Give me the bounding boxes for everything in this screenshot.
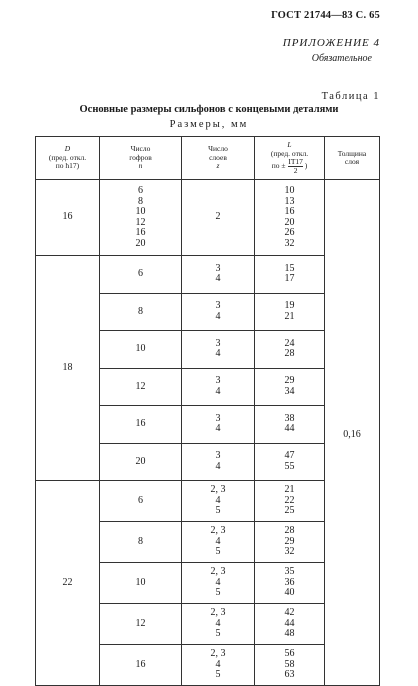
layers-value: 5 — [215, 587, 221, 599]
layers-value: 4 — [215, 658, 221, 670]
layers-cell — [182, 481, 255, 522]
col-length-tol-prefix: по ± — [271, 161, 286, 171]
layers-cell — [182, 368, 255, 406]
corrugations-cell — [100, 180, 182, 256]
col-header-length — [255, 137, 325, 180]
diameter-cell — [36, 256, 100, 481]
layers-value: 3 — [215, 375, 221, 387]
col-diameter-symbol: D — [64, 144, 71, 154]
length-value: 26 — [284, 227, 295, 238]
length-value: 48 — [284, 628, 295, 640]
length-cell — [255, 563, 325, 604]
corrugations-cell — [100, 522, 182, 563]
length-cell — [255, 406, 325, 444]
page-header: ГОСТ 21744—83 С. 65 — [271, 10, 380, 21]
layers-value: 2 — [215, 211, 221, 223]
length-value: 19 — [284, 300, 295, 312]
length-value: 35 — [284, 566, 295, 578]
length-value: 34 — [284, 385, 295, 397]
length-value: 36 — [284, 576, 295, 588]
length-value: 58 — [284, 658, 295, 670]
layers-value: 5 — [215, 546, 221, 558]
corrugations-value: 20 — [135, 237, 146, 249]
length-value: 16 — [284, 206, 295, 217]
corrugations-value: 10 — [135, 206, 146, 217]
length-cell — [255, 522, 325, 563]
layers-cell — [182, 522, 255, 563]
table-header-row — [36, 137, 380, 180]
layers-cell — [182, 443, 255, 481]
length-value: 17 — [284, 273, 295, 285]
layers-value: 3 — [215, 337, 221, 349]
corrugations-value: 16 — [135, 658, 146, 670]
length-cell — [255, 481, 325, 522]
length-value: 24 — [284, 337, 295, 349]
corrugations-value: 10 — [135, 576, 146, 588]
length-cell — [255, 256, 325, 294]
corrugations-value: 10 — [135, 343, 146, 354]
length-value: 44 — [284, 617, 295, 629]
appendix-title: ПРИЛОЖЕНИЕ 4 — [282, 37, 380, 49]
length-value: 10 — [284, 185, 295, 196]
tolerance-numerator: IT17 — [288, 157, 303, 166]
corrugations-value: 6 — [138, 268, 143, 279]
col-layers-symbol: z — [216, 161, 220, 171]
corrugations-cell — [100, 331, 182, 369]
col-layers-l1: Число — [208, 144, 228, 154]
layers-cell — [182, 256, 255, 294]
corrugations-value: 6 — [138, 494, 143, 506]
col-corrugations-symbol: n — [138, 161, 143, 171]
corrugations-value: 6 — [138, 185, 143, 196]
corrugations-cell — [100, 406, 182, 444]
layers-value: 2, 3 — [210, 566, 226, 578]
layers-value: 4 — [215, 385, 221, 397]
layers-value: 2, 3 — [210, 525, 226, 537]
length-value: 29 — [284, 535, 295, 547]
col-thickness-l2: слоя — [344, 157, 360, 166]
length-value: 25 — [284, 505, 295, 517]
corrugations-cell — [100, 645, 182, 686]
thickness-cell — [325, 180, 380, 686]
tolerance-fraction — [288, 158, 303, 175]
layers-value: 4 — [215, 576, 221, 588]
col-header-diameter — [36, 137, 100, 180]
thickness-value: 0,16 — [343, 428, 361, 440]
corrugations-cell — [100, 368, 182, 406]
diameter-value: 18 — [62, 361, 73, 373]
dimensions-table — [35, 136, 380, 686]
diameter-value: 16 — [62, 211, 73, 223]
table-title: Основные размеры сильфонов с концевыми деталями — [79, 104, 339, 115]
layers-value: 4 — [215, 310, 221, 322]
col-length-tol-2 — [255, 158, 324, 175]
layers-value: 2, 3 — [210, 607, 226, 619]
layers-value: 5 — [215, 669, 221, 681]
table-units: Размеры, мм — [169, 119, 249, 130]
length-value: 42 — [284, 607, 295, 619]
length-cell — [255, 368, 325, 406]
length-value: 13 — [284, 195, 295, 207]
col-header-layers — [182, 137, 255, 180]
col-corrugations-l2: гофров — [129, 152, 152, 162]
col-layers-l2: слоев — [209, 152, 227, 162]
col-thickness-l1: Толщина — [337, 148, 367, 158]
col-header-thickness — [325, 137, 380, 180]
table-label: Таблица 1 — [321, 91, 380, 102]
layers-cell — [182, 563, 255, 604]
length-value: 38 — [284, 412, 295, 424]
corrugations-value: 16 — [135, 418, 146, 429]
tolerance-denominator: 2 — [293, 166, 298, 175]
col-diameter-tol-2: по h17) — [55, 161, 80, 171]
layers-cell — [182, 406, 255, 444]
col-length-tol-1: (пред. откл. — [270, 148, 309, 158]
length-value: 32 — [284, 237, 295, 249]
length-cell — [255, 331, 325, 369]
layers-value: 2, 3 — [210, 648, 226, 660]
corrugations-cell — [100, 443, 182, 481]
corrugations-cell — [100, 256, 182, 294]
length-value: 32 — [284, 546, 295, 558]
col-diameter-tol-1: (пред. откл. — [48, 152, 87, 162]
layers-cell — [182, 293, 255, 331]
corrugations-value: 12 — [135, 216, 146, 228]
table-row — [36, 180, 380, 256]
appendix-status: Обязательное — [311, 53, 372, 64]
length-value: 28 — [284, 348, 295, 360]
layers-cell — [182, 180, 255, 256]
layers-value: 4 — [215, 617, 221, 629]
layers-cell — [182, 645, 255, 686]
layers-value: 3 — [215, 300, 221, 312]
length-value: 63 — [284, 669, 295, 681]
layers-value: 4 — [215, 494, 221, 506]
diameter-cell — [36, 180, 100, 256]
length-value: 22 — [284, 494, 295, 506]
corrugations-value: 16 — [135, 227, 146, 238]
layers-value: 4 — [215, 273, 221, 285]
corrugations-value: 12 — [135, 380, 146, 392]
corrugations-value: 12 — [135, 617, 146, 629]
length-value: 56 — [284, 648, 295, 660]
corrugations-cell — [100, 293, 182, 331]
corrugations-value: 8 — [138, 305, 143, 317]
layers-value: 2, 3 — [210, 484, 226, 496]
col-header-corrugations — [100, 137, 182, 180]
corrugations-value: 20 — [135, 455, 146, 467]
layers-cell — [182, 604, 255, 645]
length-value: 21 — [284, 310, 295, 322]
layers-value: 4 — [215, 535, 221, 547]
col-length-tol-suffix: ) — [304, 161, 308, 171]
layers-value: 3 — [215, 450, 221, 462]
length-value: 55 — [284, 460, 295, 472]
layers-value: 5 — [215, 628, 221, 640]
length-value: 47 — [284, 450, 295, 462]
layers-value: 4 — [215, 460, 221, 472]
length-cell — [255, 645, 325, 686]
layers-value: 5 — [215, 505, 221, 517]
corrugations-cell — [100, 563, 182, 604]
layers-cell — [182, 331, 255, 369]
length-value: 20 — [284, 216, 295, 228]
diameter-cell — [36, 481, 100, 686]
length-value: 15 — [284, 262, 295, 274]
corrugations-cell — [100, 604, 182, 645]
length-value: 40 — [284, 587, 295, 599]
length-value: 44 — [284, 423, 295, 435]
col-length-symbol: L — [287, 140, 292, 149]
layers-value: 4 — [215, 348, 221, 360]
corrugations-value: 8 — [138, 195, 143, 207]
length-cell — [255, 604, 325, 645]
corrugations-cell — [100, 481, 182, 522]
length-value: 21 — [284, 484, 295, 496]
col-corrugations-l1: Число — [130, 144, 151, 154]
corrugations-value: 8 — [138, 535, 143, 547]
layers-value: 4 — [215, 423, 221, 435]
length-value: 29 — [284, 375, 295, 387]
layers-value: 3 — [215, 262, 221, 274]
length-value: 28 — [284, 525, 295, 537]
layers-value: 3 — [215, 412, 221, 424]
length-cell — [255, 443, 325, 481]
length-cell — [255, 293, 325, 331]
diameter-value: 22 — [62, 576, 73, 588]
length-cell — [255, 180, 325, 256]
